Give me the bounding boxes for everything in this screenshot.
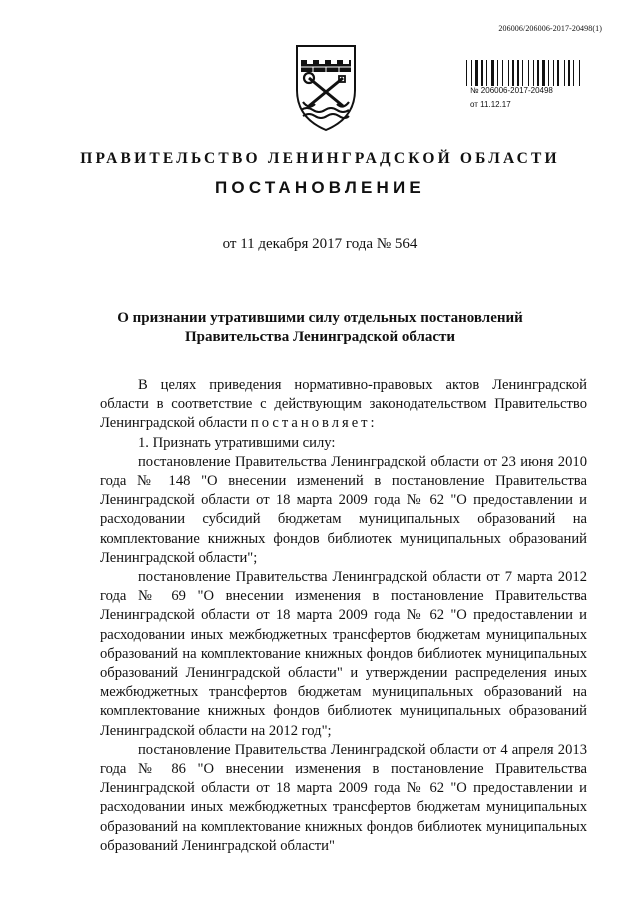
barcode-bar	[512, 60, 514, 86]
barcode-bar	[564, 60, 565, 86]
document-type: ПОСТАНОВЛЕНИЕ	[215, 178, 425, 197]
document-body	[100, 376, 587, 856]
item-1: 1. Признать утратившими силу:	[138, 434, 336, 451]
registration-date: от 11.12.17	[470, 100, 511, 109]
paragraph-3: постановление Правительства Ленинградской области от 4 апреля 2013 года № 86 "О внесении изменения в постановление Правительства Ленинградской области от 18 марта 2009 года № 62 "О предоставлении и расходовании иных межбюджетных трансфертов бюджетам муниципальных образований на комплектование книжных фондов библиотек муниципальных образований Ленинградской области"	[100, 741, 587, 854]
barcode-bar	[481, 60, 483, 86]
barcode-bar	[548, 60, 549, 86]
barcode-bar	[528, 60, 529, 86]
barcode-bar	[557, 60, 559, 86]
barcode-bar	[475, 60, 478, 86]
registration-stamp	[460, 56, 605, 136]
barcode-bar	[579, 60, 580, 86]
barcode-bar	[497, 60, 498, 86]
barcode-icon	[466, 60, 598, 86]
document-reference: 206006/206006-2017-20498(1)	[498, 24, 602, 33]
barcode-bar	[466, 60, 467, 86]
barcode-bar	[553, 60, 554, 86]
paragraph-1: постановление Правительства Ленинградской области от 23 июня 2010 года № 148 "О внесении изменений в постановление Правительства Ленинградской области от 18 марта 2009 года № 62 "О предоставлении и расходовании субсидий бюджетам муниципальных образований на комплектование книжных фондов библиотек муниципальных образований Ленинградской области";	[100, 453, 587, 566]
registration-number: № 206006-2017-20498	[470, 86, 553, 95]
barcode-bar	[502, 60, 503, 86]
barcode-bar	[537, 60, 539, 86]
intro-decree: постановляет:	[250, 415, 378, 432]
barcode-bar	[491, 60, 494, 86]
barcode-bar	[522, 60, 523, 86]
intro-text: В целях приведения нормативно-правовых актов Ленинградской области в соответствие с действующим законодательством Правительство Ленинградской области	[100, 377, 587, 432]
document-date-number: от 11 декабря 2017 года № 564	[222, 236, 418, 252]
barcode-bar	[486, 60, 487, 86]
subject-line-2: Правительства Ленинградской области	[184, 329, 456, 345]
subject-line-1: О признании утратившими силу отдельных постановлений	[117, 310, 523, 326]
government-title: ПРАВИТЕЛЬСТВО ЛЕНИНГРАДСКОЙ ОБЛАСТИ	[80, 150, 560, 167]
barcode-bar	[533, 60, 534, 86]
barcode-bar	[542, 60, 545, 86]
barcode-bar	[471, 60, 472, 86]
barcode-bar	[568, 60, 570, 86]
paragraph-2: постановление Правительства Ленинградской области от 7 марта 2012 года № 69 "О внесении изменения в постановление Правительства Ленинградской области от 18 марта 2009 года № 62 "О предоставлении и расходовании иных межбюджетных трансфертов бюджетам муниципальных образований на комплектование книжных фондов библиотек муниципальных образований Ленинградской области" и утверждении распределения иных межбюджетных трансфертов бюджетам муниципальных образований на комплектование книжных фондов библиотек муниципальных образований Ленинградской области на 2012 год";	[100, 569, 587, 739]
barcode-bar	[517, 60, 519, 86]
coat-of-arms-icon	[291, 40, 361, 134]
intro-paragraph	[100, 376, 587, 434]
document-subject	[100, 309, 540, 347]
barcode-bar	[508, 60, 509, 86]
barcode-bar	[573, 60, 574, 86]
